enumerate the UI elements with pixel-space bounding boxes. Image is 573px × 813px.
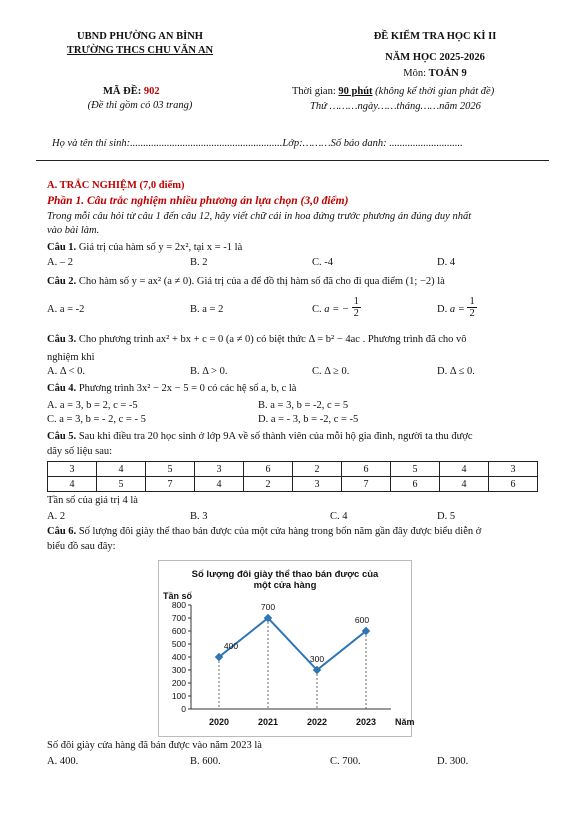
q2-option-d-letter: D. — [437, 304, 448, 315]
q1-option-c: C. -4 — [312, 257, 333, 268]
subject-value: TOÁN 9 — [428, 68, 467, 79]
q4-option-a: A. a = 3, b = 2, c = -5 — [47, 400, 138, 411]
table-cell: 6 — [342, 462, 391, 477]
chart-title-line1: Số lượng đôi giày thể thao bán được của — [191, 569, 379, 580]
q2-d-denominator: 2 — [469, 308, 475, 319]
table-cell: 4 — [48, 477, 97, 492]
table-cell: 3 — [195, 462, 244, 477]
q3-text: Cho phương trình ax² + bx + c = 0 (a ≠ 0) có biệt thức Δ = b² − 4ac . Phương trình đã cho vô — [78, 334, 467, 345]
line-chart — [158, 560, 415, 737]
series-line — [219, 618, 366, 670]
q5-text: Sau khi điều tra 20 học sinh ở lớp 9A về số thành viên của mỗi hộ gia đình, người ta thu được — [78, 431, 473, 442]
subject — [330, 68, 540, 79]
y-axis-title: Tần số — [163, 591, 193, 601]
table-cell: 6 — [244, 462, 293, 477]
time-label: Thời gian: — [292, 86, 336, 97]
y-tick-label: 200 — [171, 678, 186, 688]
table-cell: 5 — [391, 462, 440, 477]
table-cell: 2 — [293, 462, 342, 477]
time-value: 90 phút — [338, 86, 373, 97]
question-1 — [47, 242, 242, 253]
candidate-line: Họ và tên thí sinh:..........................................................Lớp:………Số báo danh: ............................ — [52, 138, 463, 149]
y-tick-label: 300 — [171, 665, 186, 675]
q2-option-a: A. a = -2 — [47, 304, 85, 315]
q2-d-numerator: 1 — [469, 296, 475, 307]
q2-option-d-fraction — [467, 296, 476, 319]
data-table — [47, 461, 538, 492]
subject-label: Môn: — [403, 68, 427, 79]
instruction-2: vào bài làm. — [47, 225, 100, 236]
q6-question: Số đôi giày cửa hàng đã bán được vào năm 2023 là — [47, 740, 262, 751]
table-cell: 4 — [97, 462, 146, 477]
chart-canvas — [159, 561, 415, 736]
q6-text: Số lượng đôi giày thể thao bán được của một cửa hàng trong bốn năm gần đây được biểu diễn ở — [78, 526, 482, 537]
q1-text: Giá trị của hàm số y = 2x², tại x = -1 là — [78, 242, 243, 253]
q2-c-denominator: 2 — [353, 308, 359, 319]
q3-text-cont: nghiệm khi — [47, 352, 95, 363]
pages-note: (Đề thi gồm có 03 trang) — [87, 100, 193, 111]
table-row — [48, 462, 538, 477]
time-note: (không kể thời gian phát đề) — [375, 86, 495, 97]
table-cell: 4 — [440, 462, 489, 477]
exam-code-value: 902 — [143, 86, 160, 97]
x-tick-label: 2023 — [355, 717, 377, 727]
question-2 — [47, 276, 445, 287]
q6-text-cont: biểu đồ sau đây: — [47, 541, 116, 552]
q2-c-numerator: 1 — [353, 296, 359, 307]
q5-question: Tần số của giá trị 4 là — [47, 495, 138, 506]
q5-option-a: A. 2 — [47, 511, 66, 522]
table-cell: 3 — [293, 477, 342, 492]
q5-label: Câu 5. — [47, 431, 77, 442]
q4-option-d: D. a = - 3, b = -2, c = -5 — [258, 414, 359, 425]
question-6 — [47, 526, 481, 537]
q5-text-cont: dãy số liệu sau: — [47, 446, 113, 457]
y-tick-label: 500 — [171, 639, 186, 649]
q5-option-c: C. 4 — [330, 511, 348, 522]
q3-option-c: C. Δ ≥ 0. — [312, 366, 350, 377]
time-line — [292, 86, 494, 97]
table-cell: 6 — [391, 477, 440, 492]
q3-option-d: D. Δ ≤ 0. — [437, 366, 475, 377]
divider — [36, 160, 549, 161]
q2-option-c-fraction — [352, 296, 361, 319]
y-tick-label: 600 — [171, 626, 186, 636]
q1-option-b: B. 2 — [190, 257, 208, 268]
question-4 — [47, 383, 296, 394]
question-5 — [47, 431, 473, 442]
y-tick-label: 400 — [171, 652, 186, 662]
q4-option-c: C. a = 3, b = - 2, c = - 5 — [47, 414, 146, 425]
q2-option-c-letter: C. — [312, 304, 322, 315]
data-label: 400 — [223, 641, 239, 651]
table-row — [48, 477, 538, 492]
q2-label: Câu 2. — [47, 276, 77, 287]
q1-option-a: A. – 2 — [47, 257, 73, 268]
q6-option-c: C. 700. — [330, 756, 361, 767]
y-tick-label: 0 — [181, 704, 186, 714]
y-tick-label: 800 — [171, 600, 186, 610]
q2-option-c-sign: a = − — [324, 304, 349, 315]
q1-option-d: D. 4 — [437, 257, 456, 268]
q2-option-d-sign: a = — [449, 304, 465, 315]
table-cell: 5 — [146, 462, 195, 477]
school-year: NĂM HỌC 2025-2026 — [385, 52, 485, 63]
school-name-text: TRƯỜNG THCS CHU VĂN AN — [66, 45, 214, 56]
q2-option-c — [312, 296, 361, 319]
q4-label: Câu 4. — [47, 383, 77, 394]
q4-text: Phương trình 3x² − 2x − 5 = 0 có các hệ số a, b, c là — [78, 383, 297, 394]
q4-option-b: B. a = 3, b = -2, c = 5 — [258, 400, 349, 411]
q3-label: Câu 3. — [47, 334, 77, 345]
part1-heading: Phần 1. Câu trắc nghiệm nhiều phương án lựa chọn (3,0 điểm) — [47, 195, 349, 207]
table-cell: 7 — [342, 477, 391, 492]
q1-label: Câu 1. — [47, 242, 77, 253]
x-tick-label: 2021 — [257, 717, 279, 727]
table-cell: 7 — [146, 477, 195, 492]
question-3 — [47, 334, 467, 345]
x-axis-title: Năm — [395, 717, 415, 727]
table-cell: 2 — [244, 477, 293, 492]
exam-title: ĐỀ KIỂM TRA HỌC KÌ II — [373, 31, 497, 42]
school-district: UBND PHƯỜNG AN BÌNH — [77, 31, 203, 42]
x-tick-label: 2020 — [208, 717, 230, 727]
q6-label: Câu 6. — [47, 526, 77, 537]
table-cell: 4 — [195, 477, 244, 492]
data-label: 700 — [260, 602, 276, 612]
school-name — [40, 45, 240, 56]
table-cell: 3 — [48, 462, 97, 477]
q6-option-b: B. 600. — [190, 756, 221, 767]
exam-code-label: MÃ ĐỀ: — [103, 86, 142, 97]
chart-title-line2: một cửa hàng — [253, 580, 317, 591]
y-tick-label: 100 — [171, 691, 186, 701]
table-cell: 5 — [97, 477, 146, 492]
q2-text: Cho hàm số y = ax² (a ≠ 0). Giá trị của a để đồ thị hàm số đã cho đi qua điểm (1; −2) là — [78, 276, 445, 287]
x-tick-label: 2022 — [306, 717, 328, 727]
table-cell: 3 — [489, 462, 538, 477]
section-a-heading: A. TRẮC NGHIỆM (7,0 điểm) — [47, 180, 185, 191]
q5-option-b: B. 3 — [190, 511, 208, 522]
y-tick-label: 700 — [171, 613, 186, 623]
q5-option-d: D. 5 — [437, 511, 456, 522]
instruction-1: Trong mỗi câu hỏi từ câu 1 đến câu 12, hãy viết chữ cái in hoa đứng trước phương án đúng duy nhất — [47, 211, 472, 222]
q2-option-d — [437, 296, 477, 319]
q3-option-a: A. Δ < 0. — [47, 366, 86, 377]
date-line: Thứ ………ngày……tháng……năm 2026 — [310, 101, 481, 112]
data-label: 600 — [354, 615, 370, 625]
q2-option-b: B. a = 2 — [190, 304, 224, 315]
q6-option-d: D. 300. — [437, 756, 469, 767]
data-label: 300 — [309, 654, 325, 664]
exam-code — [103, 86, 160, 97]
table-cell: 6 — [489, 477, 538, 492]
q3-option-b: B. Δ > 0. — [190, 366, 228, 377]
q6-option-a: A. 400. — [47, 756, 79, 767]
table-cell: 4 — [440, 477, 489, 492]
